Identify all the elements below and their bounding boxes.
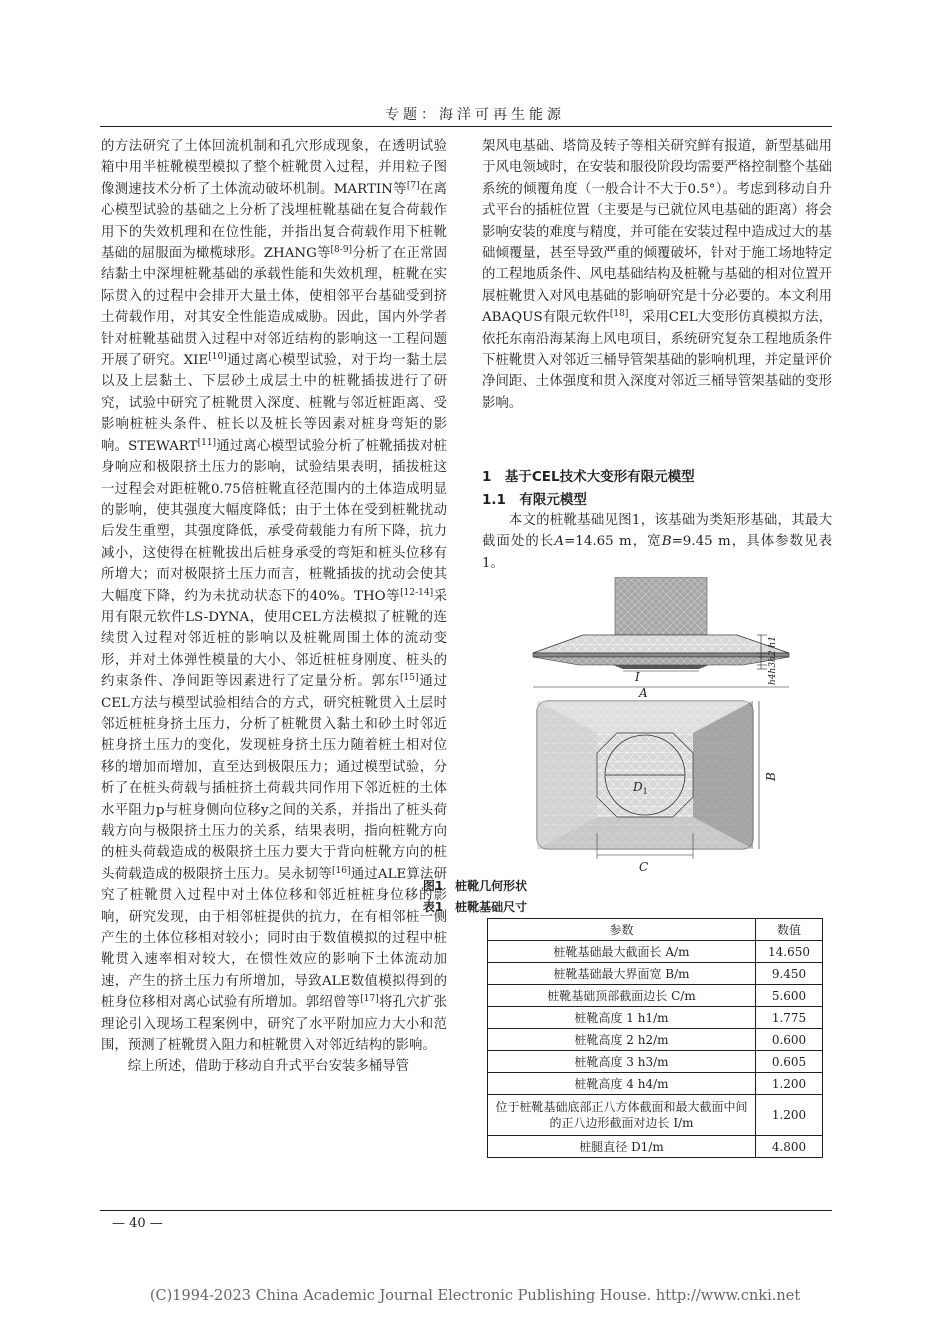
copyright-notice: (C)1994-2023 China Academic Journal Electronic Publishing House. http://www.cnki.net [149,1288,801,1304]
table-cell: 桩靴高度 4 h4/m [488,1073,756,1095]
subsection-heading: 1.1 有限元模型 [482,492,587,508]
table-row [488,963,823,985]
table-cell: 5.600 [756,985,823,1007]
table-cell: 1.775 [756,1007,823,1029]
table-caption: 表1 桩靴基础尺寸 [422,900,528,914]
table-cell: 桩靴基础最大截面长 A/m [488,941,756,963]
table-header-cell: 数值 [756,919,823,941]
table-cell: 位于桩靴基础底部正八方体截面和最大截面中间的正八边形截面对边长 I/m [488,1095,756,1136]
citation[interactable]: [17] [360,994,379,1005]
spudcan-plan-view [537,701,778,874]
table-row [488,1095,823,1136]
label-B: B [764,772,778,781]
table-row [488,985,823,1007]
footer-rule [100,1210,832,1211]
table-row [488,941,823,963]
table-row [488,1051,823,1073]
spudcan-elevation-view [533,577,789,700]
citation[interactable]: [18] [609,309,629,320]
citation[interactable]: [16] [332,865,351,876]
citation[interactable]: [12-14] [400,587,434,598]
table-cell: 桩靴基础最大界面宽 B/m [488,963,756,985]
citation[interactable]: [11] [197,437,217,448]
running-header: 专题：海洋可再生能源 [385,107,565,123]
label-C: C [639,860,649,874]
right-paragraph-1: 架风电基础、塔筒及转子等相关研究鲜有报道，新型基础用于风电领域时，在安装和服役阶段均需要严格控制整个基础系统的倾覆角度（一般合计不大于0.5°）。考虑到移动自升式平台的插桩位置（主要是与已就位风电基础的距离）将会影响安装的难度与精度，并可能在安装过程中造成过大的基础倾覆量，甚至导致严重的倾覆破坏，针对于施工场地特定的工程地质条件、风电基础结构及桩靴与基础的相对位置开展桩靴贯入对风电基础的影响研究是十分必要的。本文利用ABAQUS有限元软件[18]，采用CEL大变形仿真模拟方法，依托东南沿海某海上风电项目，系统研究复杂工程地质条件下桩靴贯入对邻近三桶导管架基础的影响机理，并定量评价净间距、土体强度和贯入深度对邻近三桶导管架基础的变形影响。 [482,139,832,411]
label-A: A [639,686,648,700]
table-cell: 1.200 [756,1073,823,1095]
label-D1: $D_1$ [633,780,648,796]
table-row [488,1007,823,1029]
spudcan-geometry-figure [523,577,793,877]
header-rule [100,126,832,127]
table-row [488,1073,823,1095]
table-cell: 桩腿直径 D1/m [488,1136,756,1158]
page-number: — 40 — [112,1216,163,1231]
right-column [482,136,832,414]
left-paragraph-2: 综上所述，借助于移动自升式平台安装多桶导管 [127,1059,409,1075]
table-cell: 桩靴高度 1 h1/m [488,1007,756,1029]
citation[interactable]: [10] [208,352,227,363]
citation[interactable]: [7] [406,180,420,191]
section-heading: 1 基于CEL技术大变形有限元模型 [482,469,695,485]
spudcan-dimensions-table [487,918,823,1158]
table-header-cell: 参数 [488,919,756,941]
figure-caption: 图1 桩靴几何形状 [422,879,528,893]
citation[interactable]: [15] [400,673,419,684]
table-cell: 0.605 [756,1051,823,1073]
table-cell: 9.450 [756,963,823,985]
table-cell: 0.600 [756,1029,823,1051]
label-I: I [635,670,640,684]
table-cell: 14.650 [756,941,823,963]
section-intro: 本文的桩靴基础见图1，该基础为类矩形基础，其最大截面处的长A=14.65 m，宽B=9.45 m，具体参数见表1。 [482,513,833,571]
left-paragraph-1: 的方法研究了土体回流机制和孔穴形成现象，在透明试验箱中用半桩靴模型模拟了整个桩靴贯入过程，并用粒子图像测速技术分析了土体流动破坏机制。MARTIN等[7]在离心模型试验的基础之上分析了浅埋桩靴基础在复合荷载作用下的失效机理和在位性能，并指出复合荷载作用下桩靴基础的屈服面为橄榄球形。ZHANG等[8-9]分析了在正常固结黏土中深埋桩靴基础的承载性能和失效机理，桩靴在实际贯入的过程中会排开大量土体，使相邻平台基础受到挤土荷载作用，对其安全性能造成威胁。因此，国内外学者针对桩靴基础贯入过程中对邻近结构的影响这一工程问题开展了研究。XIE[10]通过离心模型试验，对于均一黏土层以及上层黏土、下层砂土成层土中的桩靴插拔进行了研究，试验中研究了桩靴贯入深度、桩靴与邻近桩距离、受影响桩桩头条件、桩长以及桩长等因素对桩身弯矩的影响。STEWART[11]通过离心模型试验分析了桩靴插拔对桩身响应和极限挤土压力的影响，试验结果表明，插拔桩这一过程会对距桩靴0.75倍桩靴直径范围内的土体造成明显的影响，使其强度大幅度降低；由于土体在受到桩靴扰动后发生重塑，其强度降低，承受荷载能力有所下降，抗力减小，这使得在桩靴拔出后桩身承受的弯矩和桩头位移有所增大；而对极限挤土压力而言，桩靴插拔的扰动会使其大幅度下降，约为未扰动状态下的40%。THO等[12-14]采用有限元软件LS-DYNA，使用CEL方法模拟了桩靴的连续贯入过程对邻近桩的影响以及桩靴周围土体的流动变形，并对土体弹性模量的大小、邻近桩桩身刚度、桩头的约束条件、净间距等因素进行了定量分析。郭东[15]通过CEL方法与模型试验相结合的方式，研究桩靴贯入土层时邻近桩桩身挤土压力，分析了桩靴贯入黏土和砂土时邻近桩身挤土压力的变化，发现桩身挤土压力随着桩土相对位移的增加而增加，直至达到极限压力；通过模型试验，分析了在桩头荷载与插桩挤土荷载共同作用下邻近桩的土体水平阻力p与桩身侧向位移y之间的关系，并指出了桩头荷载方向与极限挤土压力的关系，结果表明，指向桩靴方向的桩头荷载造成的极限挤土压力要大于背向桩靴方向的桩头荷载造成的极限挤土压力。吴永韧等[16]通过ALE算法研究了桩靴贯入过程中对土体位移和邻近桩桩身位移的影响，研究发现，由于相邻桩提供的抗力，在有相邻桩一侧产生的土体位移相对较小；同时由于数值模拟的过程中桩靴贯入速率相对较大，在惯性效应的影响下土体流动加速，产生的挤土压力有所增加，导致ALE数值模拟得到的桩身位移相对离心试验有所增加。郭绍曾等[17]将孔穴扩张理论引入现场工程案例中，研究了水平附加应力大小和范围，预测了桩靴贯入阻力和桩靴贯入对邻近结构的影响。 [101,139,448,1054]
table-header-row [488,919,823,941]
table-cell: 桩靴高度 3 h3/m [488,1051,756,1073]
height-labels: h4h3h2 h1 [768,636,778,685]
table-cell: 4.800 [756,1136,823,1158]
table-cell: 桩靴基础顶部截面边长 C/m [488,985,756,1007]
table-row [488,1029,823,1051]
table-row [488,1136,823,1158]
left-column [101,136,447,1078]
table-cell: 桩靴高度 2 h2/m [488,1029,756,1051]
table-cell: 1.200 [756,1095,823,1136]
citation[interactable]: [8-9] [330,245,353,256]
